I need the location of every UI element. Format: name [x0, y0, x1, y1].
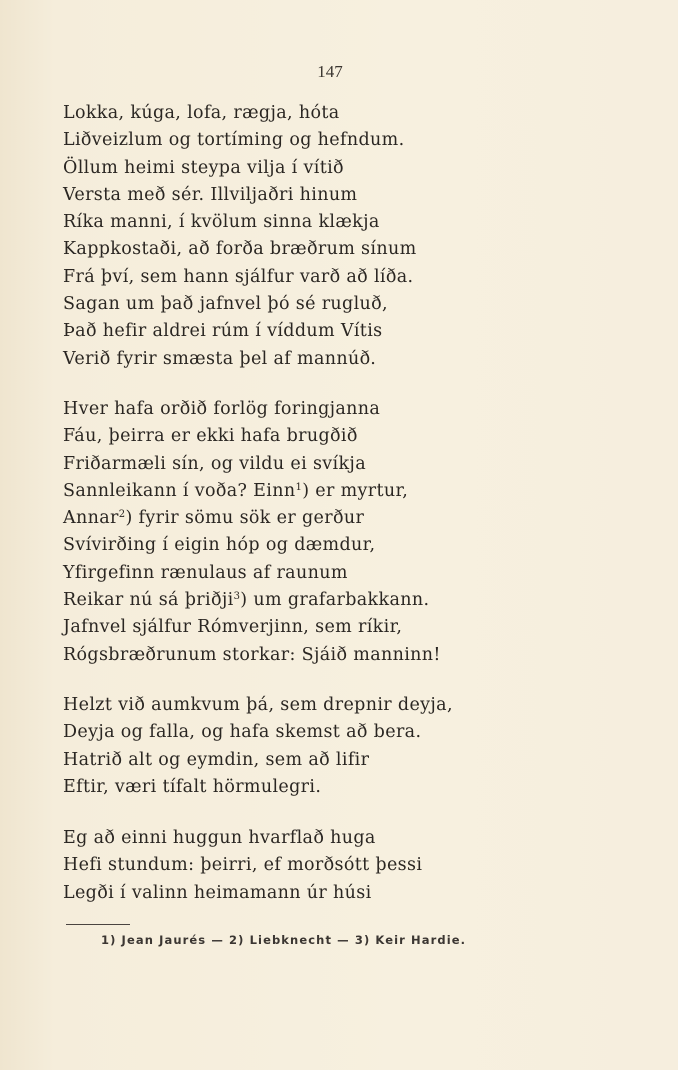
verse-line: Það hefir aldrei rúm í víddum Vítis [63, 321, 383, 342]
stanza-3 [63, 692, 453, 801]
verse-line: Friðarmæli sín, og vildu ei svíkja [63, 453, 366, 474]
verse-line: Sagan um það jafnvel þó sé rugluð, [63, 294, 388, 315]
page-number: 147 [317, 62, 343, 81]
verse-line: Deyja og falla, og hafa skemst að bera. [63, 722, 422, 743]
verse-line: Hefi stundum: þeirri, ef morðsótt þessi [63, 855, 423, 876]
verse-line: Rógsbræðrunum storkar: Sjáið manninn! [63, 644, 441, 665]
verse-line: Annar$^2$) fyrir sömu sök er gerður [63, 508, 365, 529]
stanza-1 [63, 100, 417, 373]
footnote-divider [66, 924, 130, 925]
verse-line: Eg að einni huggun hvarflað huga [63, 828, 376, 848]
footnotes: 1) Jean Jaurés — 2) Liebknecht — 3) Keir Hardie. [101, 933, 467, 947]
verse-line: Hver hafa orðið forlög foringjanna [63, 399, 381, 419]
verse-line: Reikar nú sá þriðji$^3$) um grafarbakkann. [63, 590, 430, 611]
verse-line: Versta með sér. Illviljaðri hinum [63, 184, 358, 205]
footnote-marker: 1 [295, 481, 303, 493]
verse-line: Hatrið alt og eymdin, sem að lifir [63, 749, 370, 770]
verse-line: Liðveizlum og tortíming og hefndum. [63, 130, 405, 151]
verse-line: Verið fyrir smæsta þel af mannúð. [63, 348, 377, 369]
verse-line: Frá því, sem hann sjálfur varð að líða. [63, 266, 414, 287]
verse-line: Fáu, þeirra er ekki hafa brugðið [63, 426, 358, 447]
verse-line: Legði í valinn heimamann úr húsi [63, 882, 372, 903]
verse-line: Ríka manni, í kvölum sinna klækja [63, 212, 380, 233]
footnote-marker: 2 [118, 509, 126, 521]
verse-line: Yfirgefinn rænulaus af raunum [63, 562, 348, 583]
verse-line: Helzt við aumkvum þá, sem drepnir deyja, [63, 695, 453, 715]
footnote-marker: 3 [233, 591, 241, 603]
verse-line: Eftir, væri tífalt hörmulegri. [63, 776, 322, 797]
verse-line: Svívirðing í eigin hóp og dæmdur, [63, 535, 376, 556]
verse-line: Lokka, kúga, lofa, rægja, hóta [63, 103, 340, 123]
stanza-4 [63, 825, 422, 907]
stanza-2 [63, 396, 441, 669]
verse-line: Jafnvel sjálfur Rómverjinn, sem ríkir, [63, 617, 403, 638]
verse-line: Sannleikann í voða? Einn$^1$) er myrtur, [63, 480, 409, 501]
verse-line: Kappkostaði, að forða bræðrum sínum [63, 239, 417, 260]
verse-line: Öllum heimi steypa vilja í vítið [63, 157, 344, 178]
